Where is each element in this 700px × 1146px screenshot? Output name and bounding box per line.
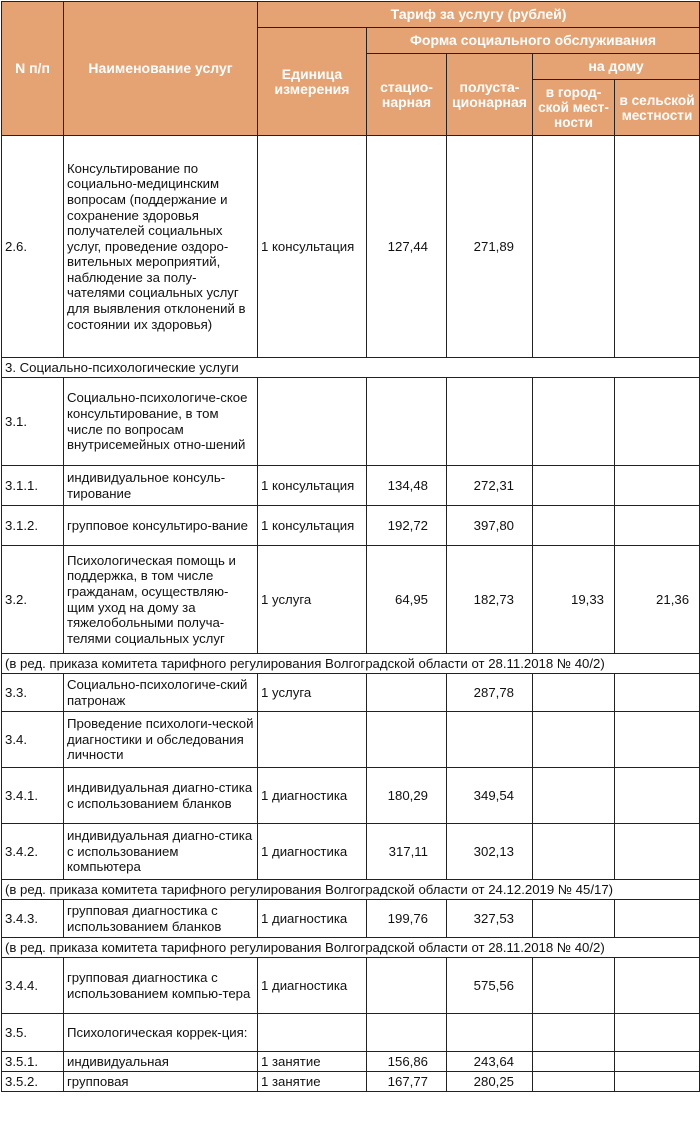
service-name: индивидуальная — [64, 1052, 258, 1072]
semi-stationary-tariff — [447, 378, 533, 466]
stationary-tariff — [367, 958, 447, 1014]
row-number: 3.4.3. — [2, 900, 64, 938]
rural-tariff — [615, 466, 700, 506]
section-text: 3. Социально-психологические услуги — [2, 358, 700, 378]
unit-cell: 1 консультация — [258, 466, 367, 506]
header-urban: в город-ской мест-ности — [533, 80, 615, 136]
row-number: 3.2. — [2, 546, 64, 654]
unit-cell: 1 диагностика — [258, 824, 367, 880]
stationary-tariff — [367, 378, 447, 466]
urban-tariff — [533, 506, 615, 546]
service-name: групповая диагностика с использованием компью-тера — [64, 958, 258, 1014]
semi-stationary-tariff: 271,89 — [447, 136, 533, 358]
table-row — [2, 506, 700, 546]
unit-cell: 1 консультация — [258, 506, 367, 546]
stationary-tariff — [367, 1014, 447, 1052]
header-tariff: Тариф за услугу (рублей) — [258, 2, 700, 28]
urban-tariff — [533, 824, 615, 880]
urban-tariff — [533, 466, 615, 506]
rural-tariff — [615, 824, 700, 880]
table-row — [2, 824, 700, 880]
tariff-table — [1, 1, 700, 1092]
rural-tariff — [615, 506, 700, 546]
table-row — [2, 546, 700, 654]
urban-tariff — [533, 136, 615, 358]
unit-cell: 1 диагностика — [258, 900, 367, 938]
stationary-tariff: 156,86 — [367, 1052, 447, 1072]
header-rural: в сельской местности — [615, 80, 700, 136]
stationary-tariff: 192,72 — [367, 506, 447, 546]
row-number: 3.5.2. — [2, 1072, 64, 1092]
table-row — [2, 958, 700, 1014]
semi-stationary-tariff: 287,78 — [447, 674, 533, 712]
semi-stationary-tariff — [447, 712, 533, 768]
service-name: индивидуальная диагно-стика с использованием бланков — [64, 768, 258, 824]
table-header — [2, 2, 700, 136]
rural-tariff — [615, 900, 700, 938]
unit-cell: 1 консультация — [258, 136, 367, 358]
row-number: 3.4.4. — [2, 958, 64, 1014]
header-unit: Единица измерения — [258, 28, 367, 136]
service-name: групповая — [64, 1072, 258, 1092]
section-row — [2, 358, 700, 378]
row-number: 3.3. — [2, 674, 64, 712]
stationary-tariff — [367, 712, 447, 768]
service-name: Психологическая помощь и поддержка, в том числе гражданам, осуществляю-щим уход на дому за тяжелобольными получа-телями социальных услуг — [64, 546, 258, 654]
row-number: 3.5. — [2, 1014, 64, 1052]
unit-cell: 1 услуга — [258, 674, 367, 712]
rural-tariff — [615, 378, 700, 466]
unit-cell — [258, 1014, 367, 1052]
semi-stationary-tariff: 272,31 — [447, 466, 533, 506]
service-name: индивидуальная диагно-стика с использованием компьютера — [64, 824, 258, 880]
section-text: (в ред. приказа комитета тарифного регулирования Волгоградской области от 24.12.2019 № 45/17) — [2, 880, 700, 900]
service-name: Проведение психологи-ческой диагностики и обследования личности — [64, 712, 258, 768]
service-name: Социально-психологиче-ское консультирование, в том числе по вопросам внутрисемейных отно-шений — [64, 378, 258, 466]
semi-stationary-tariff: 243,64 — [447, 1052, 533, 1072]
semi-stationary-tariff: 575,56 — [447, 958, 533, 1014]
service-name: групповое консультиро-вание — [64, 506, 258, 546]
service-name: индивидуальное консуль-тирование — [64, 466, 258, 506]
urban-tariff: 19,33 — [533, 546, 615, 654]
stationary-tariff: 180,29 — [367, 768, 447, 824]
table-row — [2, 1072, 700, 1092]
table-row — [2, 136, 700, 358]
table-row — [2, 900, 700, 938]
semi-stationary-tariff: 280,25 — [447, 1072, 533, 1092]
semi-stationary-tariff: 349,54 — [447, 768, 533, 824]
service-name: Психологическая коррек-ция: — [64, 1014, 258, 1052]
stationary-tariff: 317,11 — [367, 824, 447, 880]
row-number: 3.1. — [2, 378, 64, 466]
header-semi-stationary: полуста-ционарная — [447, 54, 533, 136]
semi-stationary-tariff: 302,13 — [447, 824, 533, 880]
stationary-tariff: 167,77 — [367, 1072, 447, 1092]
stationary-tariff: 127,44 — [367, 136, 447, 358]
table-row — [2, 466, 700, 506]
header-name: Наименование услуг — [64, 2, 258, 136]
header-home: на дому — [533, 54, 700, 80]
stationary-tariff: 134,48 — [367, 466, 447, 506]
urban-tariff — [533, 378, 615, 466]
urban-tariff — [533, 712, 615, 768]
table-row — [2, 1052, 700, 1072]
unit-cell — [258, 712, 367, 768]
unit-cell — [258, 378, 367, 466]
rural-tariff — [615, 768, 700, 824]
stationary-tariff — [367, 674, 447, 712]
header-stationary: стацио-нарная — [367, 54, 447, 136]
rural-tariff — [615, 712, 700, 768]
urban-tariff — [533, 958, 615, 1014]
row-number: 3.1.1. — [2, 466, 64, 506]
semi-stationary-tariff: 327,53 — [447, 900, 533, 938]
header-form: Форма социального обслуживания — [367, 28, 700, 54]
rural-tariff: 21,36 — [615, 546, 700, 654]
rural-tariff — [615, 958, 700, 1014]
section-text: (в ред. приказа комитета тарифного регулирования Волгоградской области от 28.11.2018 № 40/2) — [2, 654, 700, 674]
section-row — [2, 880, 700, 900]
table-row — [2, 1014, 700, 1052]
section-text: (в ред. приказа комитета тарифного регулирования Волгоградской области от 28.11.2018 № 40/2) — [2, 938, 700, 958]
row-number: 3.5.1. — [2, 1052, 64, 1072]
section-row — [2, 938, 700, 958]
stationary-tariff: 64,95 — [367, 546, 447, 654]
service-name: Консультирование по социально-медицинским вопросам (поддержание и сохранение здоровья получателей социальных услуг, проведение оздоро-вительных мероприятий, наблюдение за полу-чателями социальных услуг для выявления отклонений в состоянии их здоровья) — [64, 136, 258, 358]
urban-tariff — [533, 1014, 615, 1052]
rural-tariff — [615, 674, 700, 712]
row-number: 3.1.2. — [2, 506, 64, 546]
table-row — [2, 674, 700, 712]
rural-tariff — [615, 1014, 700, 1052]
row-number: 3.4.2. — [2, 824, 64, 880]
row-number: 3.4. — [2, 712, 64, 768]
table-row — [2, 378, 700, 466]
rural-tariff — [615, 136, 700, 358]
unit-cell: 1 диагностика — [258, 958, 367, 1014]
urban-tariff — [533, 768, 615, 824]
table-row — [2, 768, 700, 824]
row-number: 3.4.1. — [2, 768, 64, 824]
table-body — [2, 136, 700, 1092]
urban-tariff — [533, 1052, 615, 1072]
unit-cell: 1 занятие — [258, 1072, 367, 1092]
row-number: 2.6. — [2, 136, 64, 358]
header-num: N п/п — [2, 2, 64, 136]
semi-stationary-tariff: 397,80 — [447, 506, 533, 546]
urban-tariff — [533, 900, 615, 938]
stationary-tariff: 199,76 — [367, 900, 447, 938]
semi-stationary-tariff: 182,73 — [447, 546, 533, 654]
urban-tariff — [533, 674, 615, 712]
service-name: Социально-психологиче-ский патронаж — [64, 674, 258, 712]
unit-cell: 1 услуга — [258, 546, 367, 654]
unit-cell: 1 диагностика — [258, 768, 367, 824]
rural-tariff — [615, 1072, 700, 1092]
section-row — [2, 654, 700, 674]
service-name: групповая диагностика с использованием бланков — [64, 900, 258, 938]
semi-stationary-tariff — [447, 1014, 533, 1052]
unit-cell: 1 занятие — [258, 1052, 367, 1072]
table-row — [2, 712, 700, 768]
rural-tariff — [615, 1052, 700, 1072]
urban-tariff — [533, 1072, 615, 1092]
